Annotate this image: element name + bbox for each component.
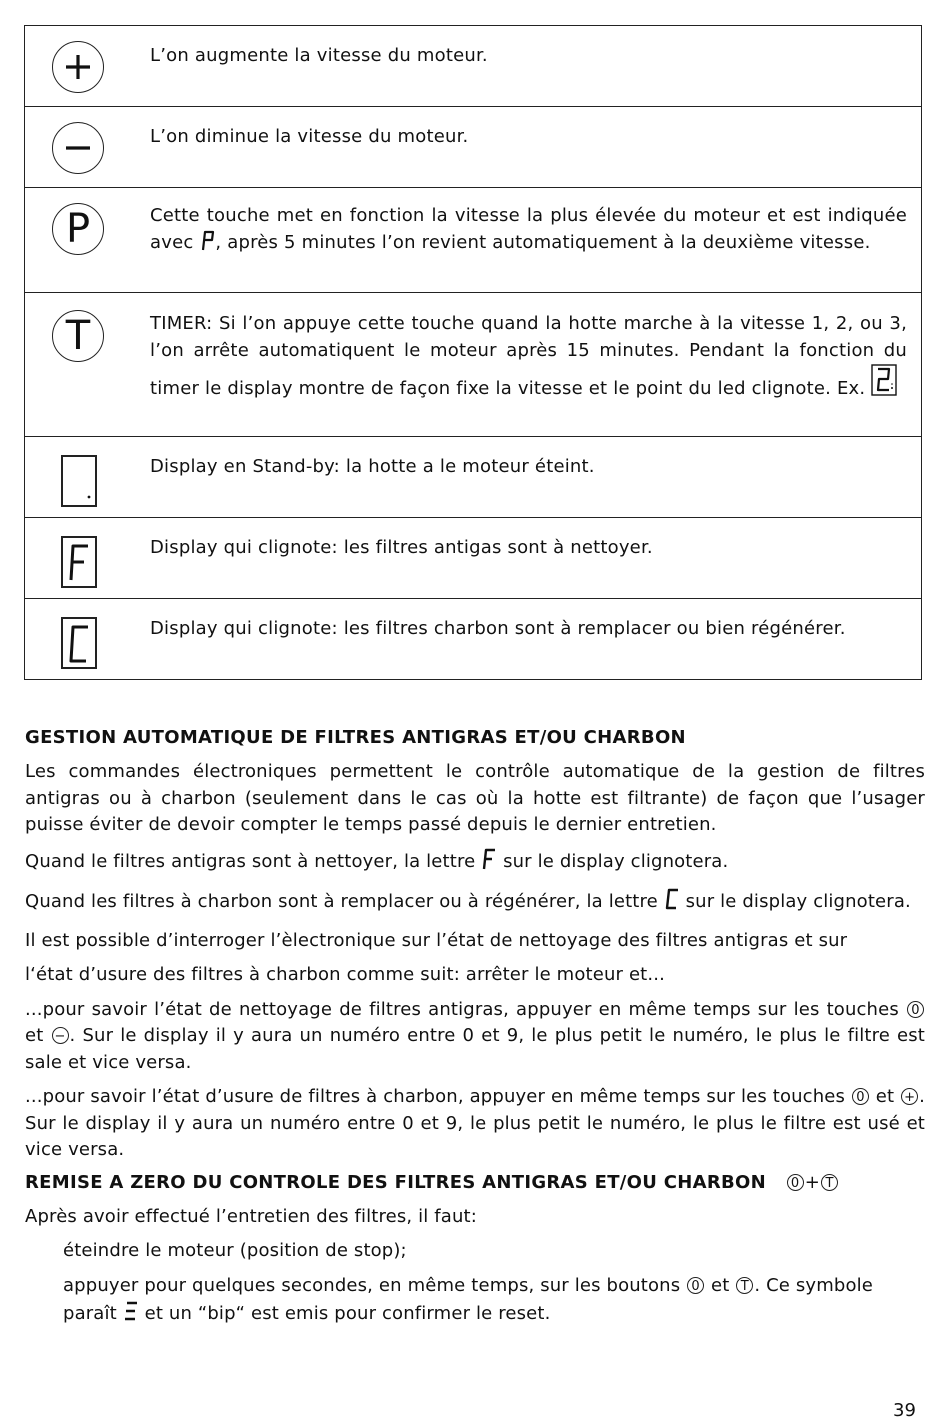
zero-key-icon: 0 [907, 1001, 924, 1018]
row-text [150, 203, 907, 260]
plus-key-icon: + [901, 1088, 918, 1105]
row-text: L’on diminue la vitesse du moteur. [150, 126, 469, 147]
paragraph-part: et [869, 1086, 901, 1107]
paragraph-part: ...pour savoir l’état de nettoyage de filtres antigras, appuyer en même temps sur les touches [25, 998, 906, 1020]
display-2-icon [871, 364, 897, 405]
segment-f-icon [481, 847, 497, 880]
paragraph-part: ...pour savoir l’état d’usure de filtres à charbon, appuyer en même temps sur les touches [25, 1086, 851, 1107]
paragraph [25, 997, 925, 1077]
row-text: Display qui clignote: les filtres antigas sont à nettoyer. [150, 537, 653, 558]
row-text [150, 311, 907, 405]
zero-key-icon: 0 [687, 1277, 704, 1294]
section-heading-text: REMISE A ZERO DU CONTROLE DES FILTRES ANTIGRAS ET/OU CHARBON [25, 1171, 767, 1193]
paragraph-part: Quand les filtres à charbon sont à remplacer ou à régénérer, la lettre [25, 891, 664, 912]
table-row [25, 518, 921, 599]
paragraph: Les commandes électroniques permettent le contrôle automatique de la gestion de filtres antigras ou à charbon (seulement dans le cas où la hotte est filtrante) de façon que l’usager puisse éviter de devoir compter le temps passé depuis le dernier entretien. [25, 761, 925, 835]
paragraph-part: sur le display clignotera. [497, 850, 729, 872]
paragraph-part: . Sur le display il y aura un numéro entre 0 et 9, le plus petit le numéro, le plus le filtre est sale et vice versa. [25, 1025, 925, 1073]
paragraph-part: et [25, 1025, 51, 1046]
paragraph [25, 887, 925, 920]
minus-key-icon [52, 122, 104, 174]
reset-symbol-icon [123, 1299, 139, 1332]
step-item: éteindre le moteur (position de stop); [63, 1240, 407, 1261]
row-text-part: Cette touche met en fonction la vitesse la plus élevée du moteur et est indiquée avec [150, 205, 907, 253]
t-key-icon: T [821, 1174, 838, 1191]
paragraph-part: Quand le filtres antigras sont à nettoyer, la lettre [25, 850, 482, 872]
controls-table [24, 25, 922, 680]
paragraph: l‘état d’usure des filtres à charbon comme suit: arrêter le moteur et... [25, 964, 665, 985]
table-row [25, 26, 921, 107]
paragraph-part: appuyer pour quelques secondes, en même temps, sur les boutons [63, 1274, 687, 1296]
paragraph: Il est possible d’interroger l’èlectronique sur l’état de nettoyage des filtres antigras et sur [25, 929, 848, 951]
zero-key-icon: 0 [787, 1174, 804, 1191]
paragraph-part: et [705, 1274, 736, 1296]
paragraph-part: sur le display clignotera. [679, 891, 911, 912]
table-row [25, 437, 921, 518]
paragraph-part: et un “bip“ est emis pour confirmer le reset. [138, 1303, 551, 1324]
table-row [25, 599, 921, 679]
section-heading [25, 1170, 925, 1196]
row-text-part: , après 5 minutes l’on revient automatiquement à la deuxième vitesse. [215, 231, 871, 253]
section-heading: GESTION AUTOMATIQUE DE FILTRES ANTIGRAS ET/OU CHARBON [25, 727, 686, 748]
row-text: L’on augmente la vitesse du moteur. [150, 45, 488, 66]
minus-key-icon: − [52, 1027, 69, 1044]
plus-key-icon [52, 41, 104, 93]
row-text-part: TIMER: Si l’on appuye cette touche quand la hotte marche à la vitesse 1, 2, ou 3, l’on arrête automatiquent le moteur après 15 minutes. Pendant la fonction du timer le display montre de façon fixe la vitesse et le point du led clignote. Ex. [150, 313, 907, 399]
paragraph-part: . Ce symbole paraît [63, 1274, 874, 1324]
t-key-letter: T [65, 313, 91, 359]
paragraph [25, 847, 925, 880]
paragraph [25, 1084, 925, 1164]
table-row [25, 107, 921, 188]
display-f-icon [61, 536, 97, 588]
page-number: 39 [893, 1400, 916, 1421]
paragraph-part: . Sur le display il y aura un numéro entre 0 et 9, le plus petit le numéro, le plus le filtre est usé et vice versa. [25, 1086, 925, 1160]
filters-section [25, 725, 925, 1340]
t-key-icon: T [736, 1277, 753, 1294]
row-text: Display en Stand-by: la hotte a le moteur éteint. [150, 456, 595, 477]
segment-c-icon [664, 887, 680, 920]
step-item [25, 1273, 925, 1332]
display-c-icon [61, 617, 97, 669]
t-key-icon [52, 310, 104, 362]
paragraph: Après avoir effectué l’entretien des filtres, il faut: [25, 1205, 477, 1227]
display-standby-icon [61, 455, 97, 507]
p-key-letter: P [65, 206, 91, 252]
table-row [25, 293, 921, 437]
plus-sign: + [804, 1171, 821, 1193]
segment-p-icon [199, 230, 215, 261]
p-key-icon [52, 203, 104, 255]
zero-key-icon: 0 [852, 1088, 869, 1105]
table-row [25, 188, 921, 293]
row-text: Display qui clignote: les filtres charbon sont à remplacer ou bien régénérer. [150, 618, 846, 639]
